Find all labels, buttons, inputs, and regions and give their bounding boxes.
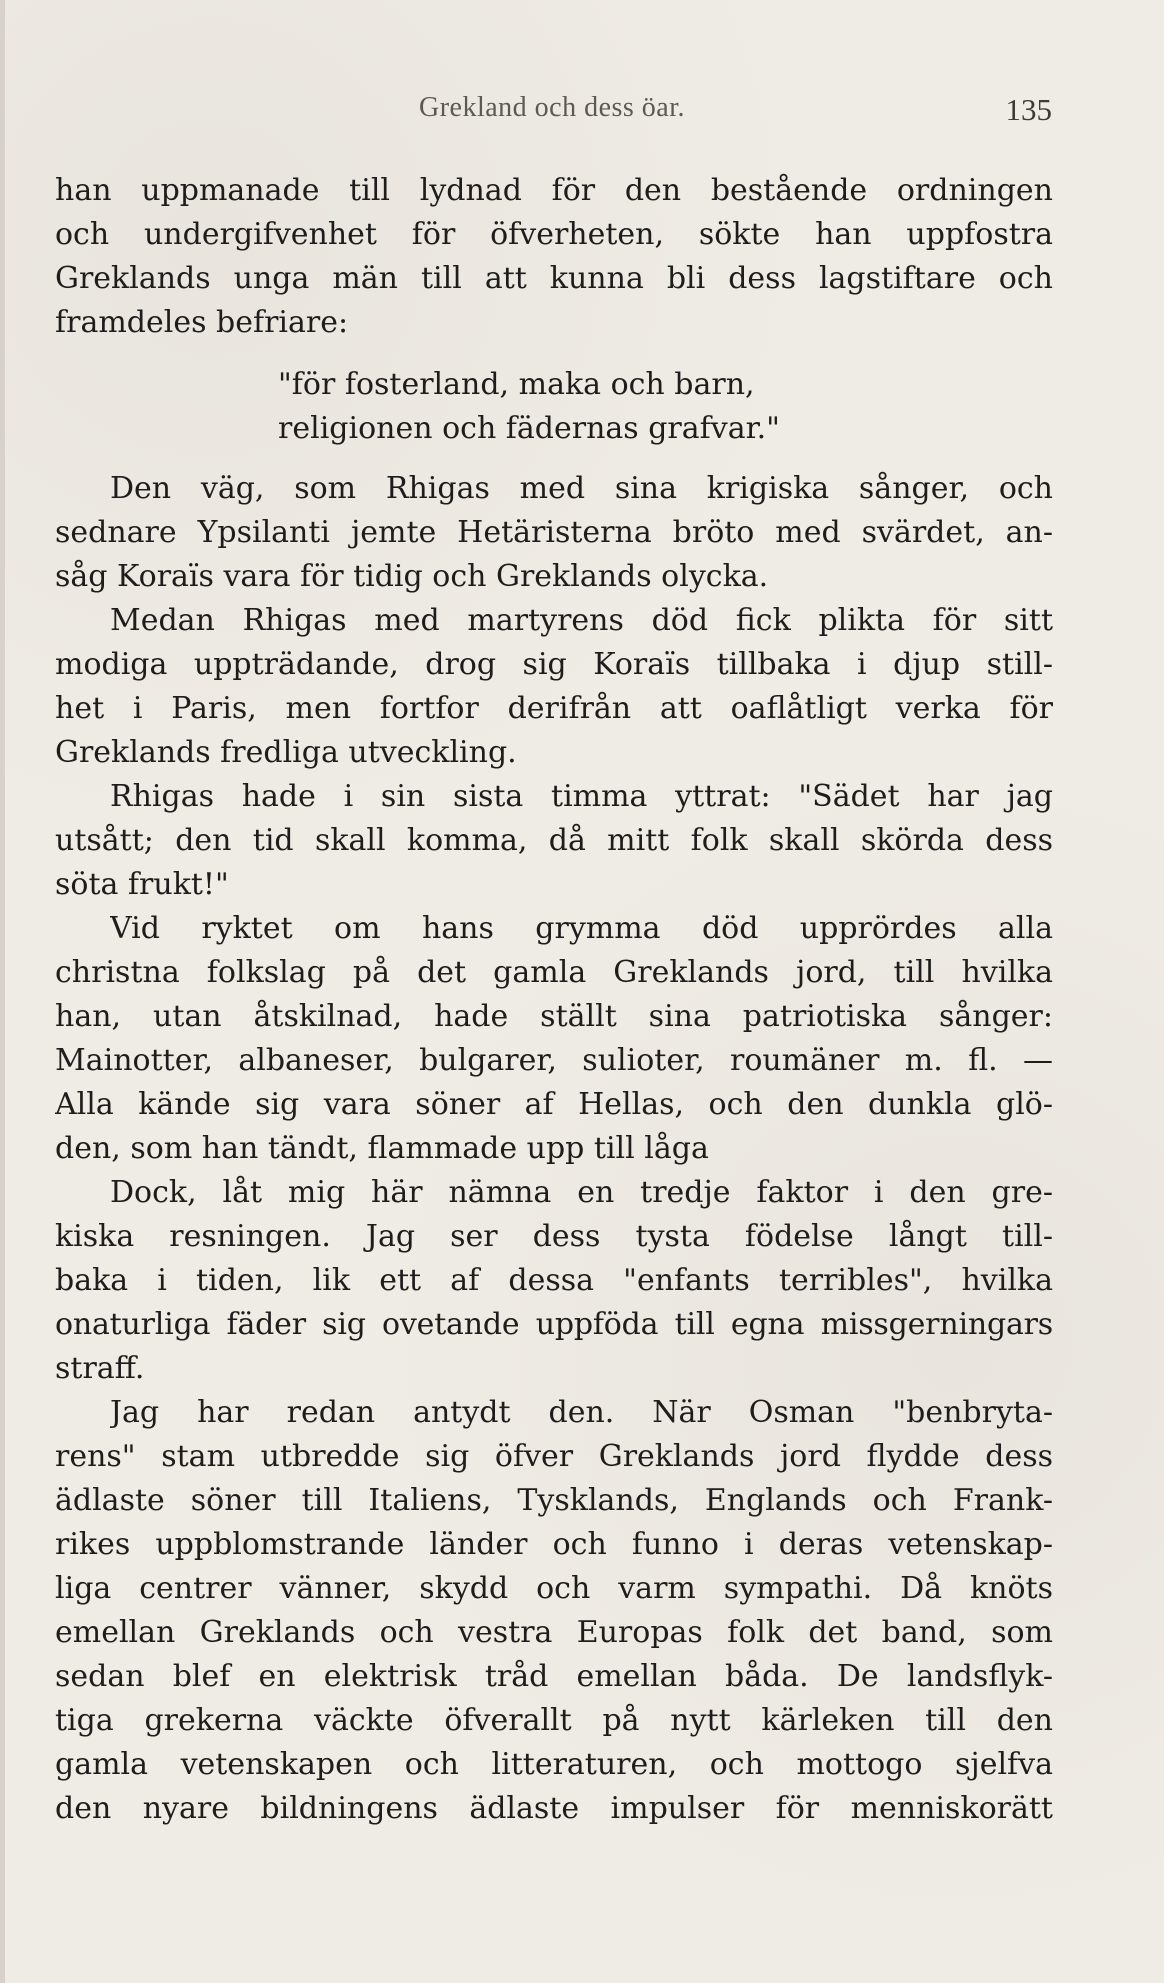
text-line: den, som han tändt, flammade upp till låga <box>55 1131 709 1166</box>
text-line: Jag har redan antydt den. När Osman "benbryta- <box>110 1395 1053 1430</box>
text-line: straff. <box>55 1351 145 1386</box>
text-line: han, utan åtskilnad, hade ställt sina patriotiska sånger: <box>55 999 1053 1034</box>
text-line: gamla vetenskapen och litteraturen, och mottogo sjelfva <box>55 1747 1053 1782</box>
text-line: Vid ryktet om hans grymma död upprördes alla <box>110 911 1053 946</box>
text-line: christna folkslag på det gamla Greklands jord, till hvilka <box>55 955 1053 990</box>
text-line: Greklands unga män till att kunna bli dess lagstiftare och <box>55 261 1053 296</box>
text-line: liga centrer vänner, skydd och varm sympathi. Då knöts <box>55 1571 1053 1606</box>
text-line: sednare Ypsilanti jemte Hetäristerna bröto med svärdet, an- <box>55 515 1053 550</box>
text-line: rikes uppblomstrande länder och funno i deras vetenskap- <box>55 1527 1053 1562</box>
text-line: såg Koraïs vara för tidig och Greklands olycka. <box>55 559 769 594</box>
page-number: 135 <box>1005 92 1052 127</box>
text-line: Mainotter, albaneser, bulgarer, sulioter, roumäner m. fl. — <box>55 1043 1053 1078</box>
text-line: rens" stam utbredde sig öfver Greklands jord flydde dess <box>55 1439 1053 1474</box>
text-line: emellan Greklands och vestra Europas folk det band, som <box>55 1615 1053 1650</box>
page-header <box>52 92 1052 136</box>
text-line: Greklands fredliga utveckling. <box>55 735 517 770</box>
text-line: söta frukt!" <box>55 867 229 902</box>
text-line: sedan blef en elektrisk tråd emellan båda. De landsflyk- <box>55 1659 1053 1694</box>
text-line: onaturliga fäder sig ovetande uppföda till egna missgerningars <box>55 1307 1053 1342</box>
text-line: han uppmanade till lydnad för den bestående ordningen <box>55 173 1053 208</box>
text-line: Dock, låt mig här nämna en tredje faktor i den gre- <box>110 1175 1053 1210</box>
text-line: Alla kände sig vara söner af Hellas, och den dunkla glö- <box>55 1087 1053 1122</box>
text-line: och undergifvenhet för öfverheten, sökte han uppfostra <box>55 217 1053 252</box>
text-line: Rhigas hade i sin sista timma yttrat: "Sädet har jag <box>110 779 1053 814</box>
text-line: framdeles befriare: <box>55 305 349 340</box>
text-line: het i Paris, men fortfor derifrån att oaflåtligt verka för <box>55 691 1053 726</box>
quote-line: religionen och fädernas grafvar." <box>278 411 780 446</box>
running-title: Grekland och dess öar. <box>418 92 686 123</box>
text-line: tiga grekerna väckte öfverallt på nytt kärleken till den <box>55 1703 1053 1738</box>
text-line: den nyare bildningens ädlaste impulser för menniskorätt <box>55 1791 1053 1826</box>
text-line: ädlaste söner till Italiens, Tysklands, Englands och Frank- <box>55 1483 1053 1518</box>
text-line: modiga uppträdande, drog sig Koraïs tillbaka i djup still- <box>55 647 1053 682</box>
quote-line: "för fosterland, maka och barn, <box>278 367 755 402</box>
text-line: Medan Rhigas med martyrens död fick plikta för sitt <box>110 603 1053 638</box>
text-line: baka i tiden, lik ett af dessa "enfants terribles", hvilka <box>55 1263 1053 1298</box>
text-line: kiska resningen. Jag ser dess tysta födelse långt till- <box>55 1219 1053 1254</box>
page-edge <box>0 0 5 1983</box>
text-line: Den väg, som Rhigas med sina krigiska sånger, och <box>110 471 1053 506</box>
text-line: utsått; den tid skall komma, då mitt folk skall skörda dess <box>55 823 1053 858</box>
